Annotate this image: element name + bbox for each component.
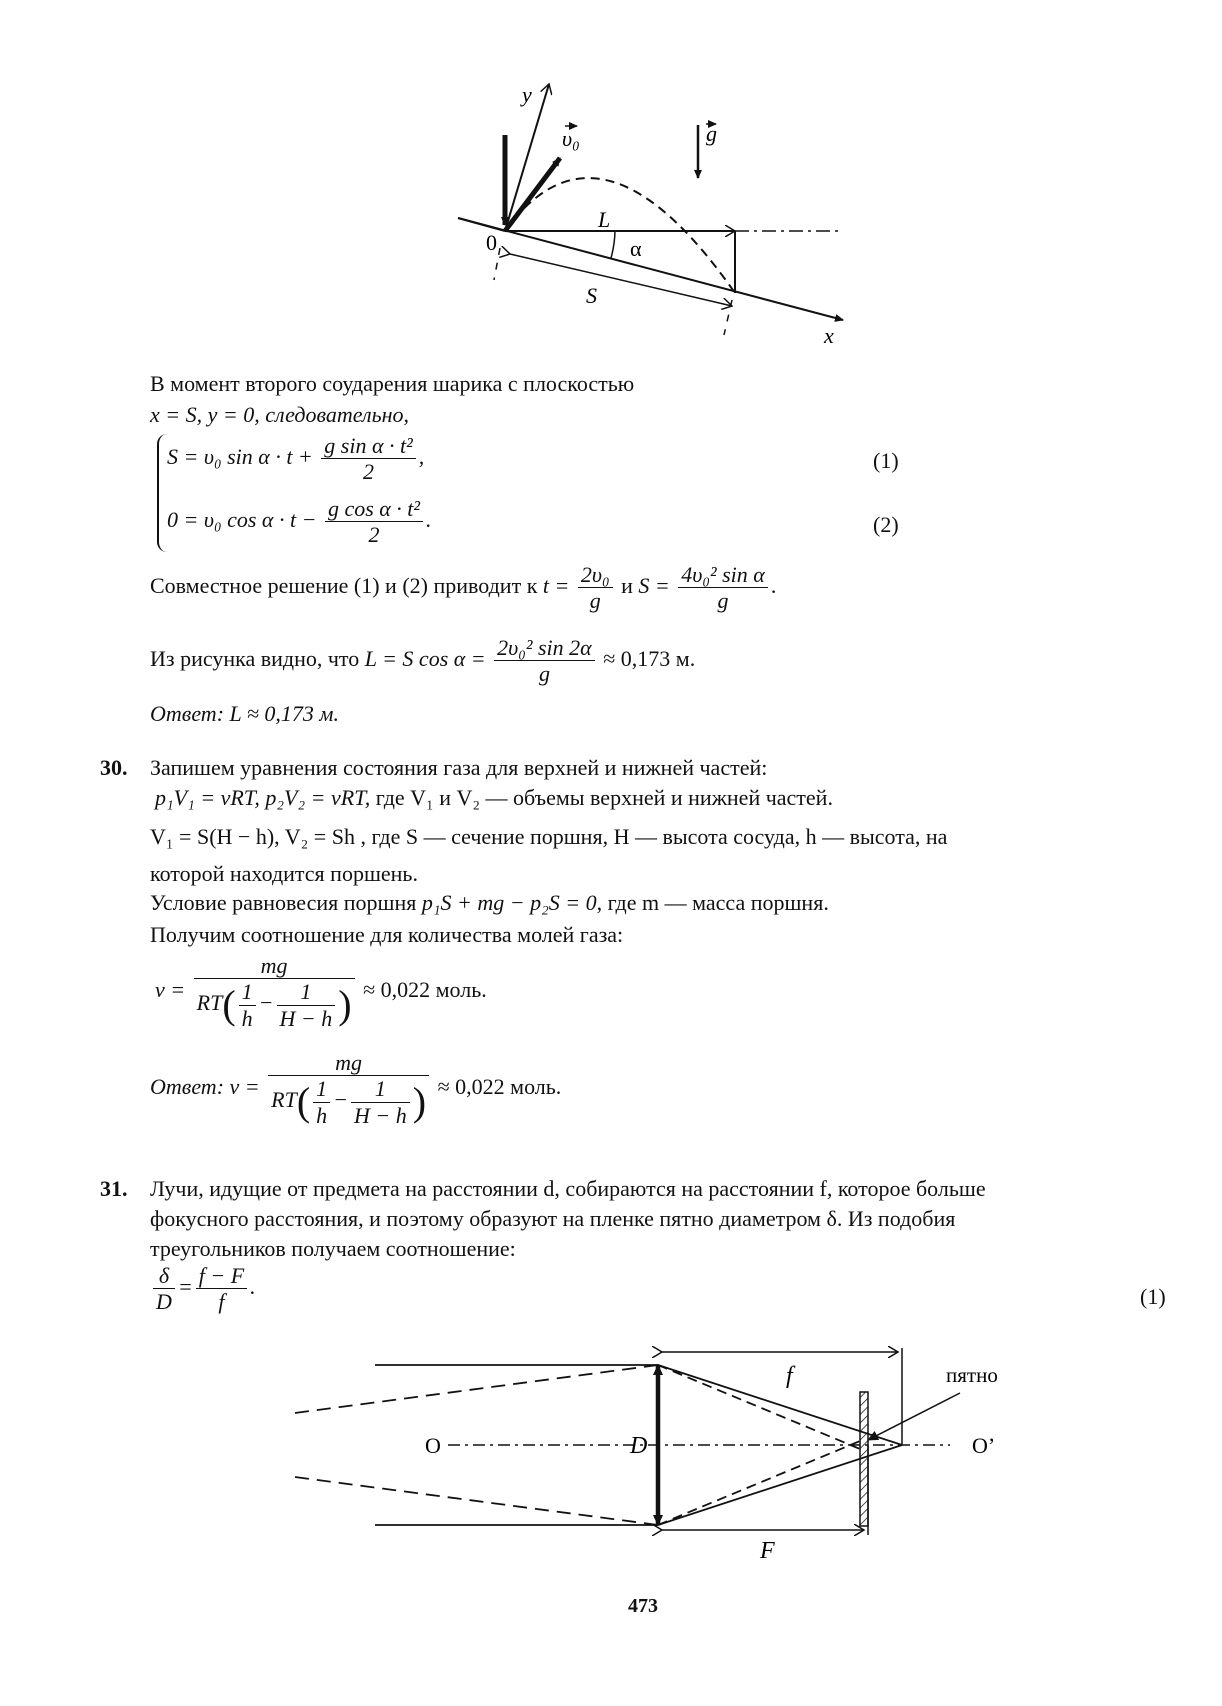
p29-answer: Ответ: L ≈ 0,173 м. [150, 701, 339, 726]
O-label: O [425, 1433, 441, 1458]
p30-answer: Ответ: ν = mg RT( $\frac{1}{h}$ − $\frac{1}{H - h}$ ) ≈ 0,022 моль. [150, 1050, 562, 1128]
O-prime-label: O’ [972, 1433, 996, 1458]
p31-line1: Лучи, идущие от предмета на расстоянии d, собираются на расстоянии f, которое больше [150, 1176, 986, 1201]
lens-diagram [0, 1300, 1222, 1660]
angle-arc [611, 231, 615, 258]
eq1: S = υ₀ sin α · t + $\frac{\text{g sin α · t²}}{2}$ , [167, 433, 425, 485]
trajectory [505, 178, 735, 293]
v0-label: υ₀ [562, 126, 580, 151]
p30-line1: Запишем уравнения состояния газа для верхней и нижней частей: [150, 755, 768, 780]
p30-line6: Получим соотношение для количества молей газа: [150, 922, 624, 947]
x-axis [458, 218, 843, 320]
p30-line4: которой находится поршень. [150, 861, 418, 886]
y-label: y [522, 82, 532, 107]
p30-line3: V₁ = S(H − h), V₂ = Sh , где S — сечение поршня, H — высота сосуда, h — высота, на [150, 824, 948, 849]
f-label: f [786, 1363, 793, 1389]
v0-arrow [505, 158, 560, 231]
p30-line2: p₁V₁ = νRT, p₂V₂ = νRT, где V₁ и V₂ — объемы верхней и нижней частей. [155, 785, 833, 810]
origin-label: 0 [486, 230, 497, 255]
spot-label: пятно [946, 1363, 998, 1387]
eq2: 0 = υ₀ cos α · t − $\frac{\text{g cos α · t²}}{2}$ . [167, 496, 432, 548]
ray-top-dashed [295, 1365, 658, 1413]
D-label: D [630, 1433, 648, 1459]
film [860, 1392, 868, 1526]
solve-line: Совместное решение (1) и (2) приводит к t = $\frac{\text{2υ₀}}{g}$ и S = $\frac{\text{4υ₀² sin α}}{g}$ . [150, 562, 777, 614]
alpha-label: α [630, 236, 642, 261]
p31-line2: фокусного расстояния, и поэтому образуют на пленке пятно диаметром δ. Из подобия [150, 1206, 956, 1231]
spot-pointer [868, 1393, 960, 1440]
p30-line5: Условие равновесия поршня p₁S + mg − p₂S = 0, где m — масса поршня. [150, 890, 829, 915]
p31-eq-number: (1) [1140, 1284, 1166, 1309]
page-number: 473 [628, 1595, 658, 1617]
p31-line3: треугольников получаем соотношение: [150, 1236, 516, 1261]
eq2-number: (2) [873, 512, 899, 537]
x-label: x [824, 323, 834, 348]
L-label: L [598, 207, 611, 232]
L-line-text: Из рисунка видно, что L = S cos α = $\frac{\text{2υ₀² sin 2α}}{g}$ ≈ 0,173 м. [150, 635, 696, 687]
g-label: g [706, 121, 717, 146]
p31-number: 31. [100, 1176, 128, 1201]
S-label: S [586, 283, 597, 308]
ray-bottom-dashed [295, 1477, 658, 1525]
p29-line2: x = S, y = 0, следовательно, [150, 402, 409, 427]
projectile-diagram [0, 0, 1222, 360]
nu-formula: ν = mg RT( $\frac{1}{h}$ − $\frac{1}{H - h}$ ) ≈ 0,022 моль. [155, 953, 487, 1031]
p29-line1: В момент второго соударения шарика с плоскостью [150, 371, 635, 396]
F-label: F [760, 1538, 775, 1564]
p30-number: 30. [100, 755, 128, 780]
eq1-number: (1) [873, 448, 899, 473]
ratio-formula: $\frac{\delta}{D}$ = $\frac{f - F}{f}$ . [150, 1263, 256, 1315]
